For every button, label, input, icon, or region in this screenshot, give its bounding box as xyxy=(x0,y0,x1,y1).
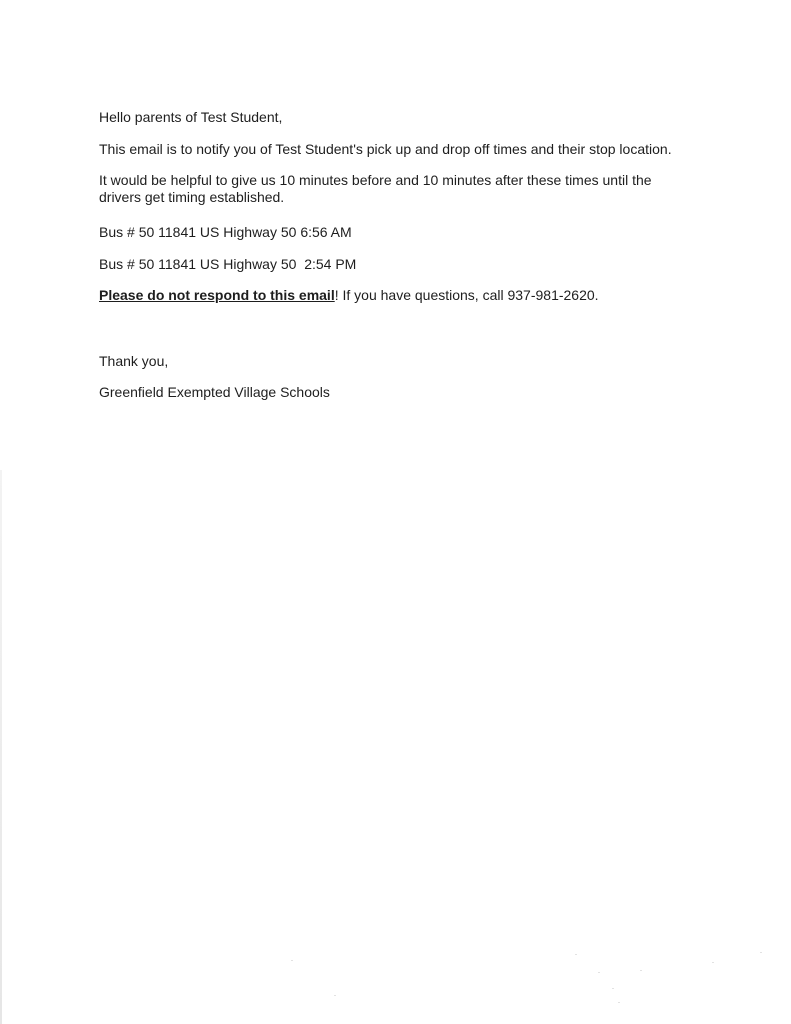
scan-noise xyxy=(0,940,791,1024)
morning-bus-route: Bus # 50 11841 US Highway 50 xyxy=(99,224,297,240)
scan-speck xyxy=(760,952,762,953)
sender-signature: Greenfield Exempted Village Schools xyxy=(99,384,330,400)
greeting-line: Hello parents of Test Student, xyxy=(99,109,283,125)
no-reply-exclamation: ! xyxy=(334,287,339,303)
afternoon-bus-line xyxy=(99,256,356,273)
morning-bus-time: 6:56 AM xyxy=(300,224,352,240)
afternoon-bus-route: Bus # 50 11841 US Highway 50 xyxy=(99,256,297,272)
letter-body xyxy=(99,109,719,400)
scan-speck xyxy=(575,954,577,955)
afternoon-bus-time: 2:54 PM xyxy=(304,256,357,272)
contact-phone-text: If you have questions, call 937-981-2620. xyxy=(338,287,599,303)
no-reply-warning: Please do not respond to this email xyxy=(99,287,335,303)
scan-speck xyxy=(618,1002,620,1003)
scan-speck xyxy=(612,988,614,989)
morning-bus-line xyxy=(99,224,352,241)
scan-speck xyxy=(598,972,600,973)
no-reply-notice xyxy=(99,287,599,304)
notify-paragraph: This email is to notify you of Test Student's pick up and drop off times and their stop location. xyxy=(99,141,672,157)
scan-speck xyxy=(640,970,642,971)
scan-speck xyxy=(712,962,714,963)
scan-speck xyxy=(334,995,336,996)
timing-request-paragraph: It would be helpful to give us 10 minutes before and 10 minutes after these times until the drivers get timing established. xyxy=(99,172,652,205)
closing-line: Thank you, xyxy=(99,353,169,369)
scan-speck xyxy=(291,960,293,961)
